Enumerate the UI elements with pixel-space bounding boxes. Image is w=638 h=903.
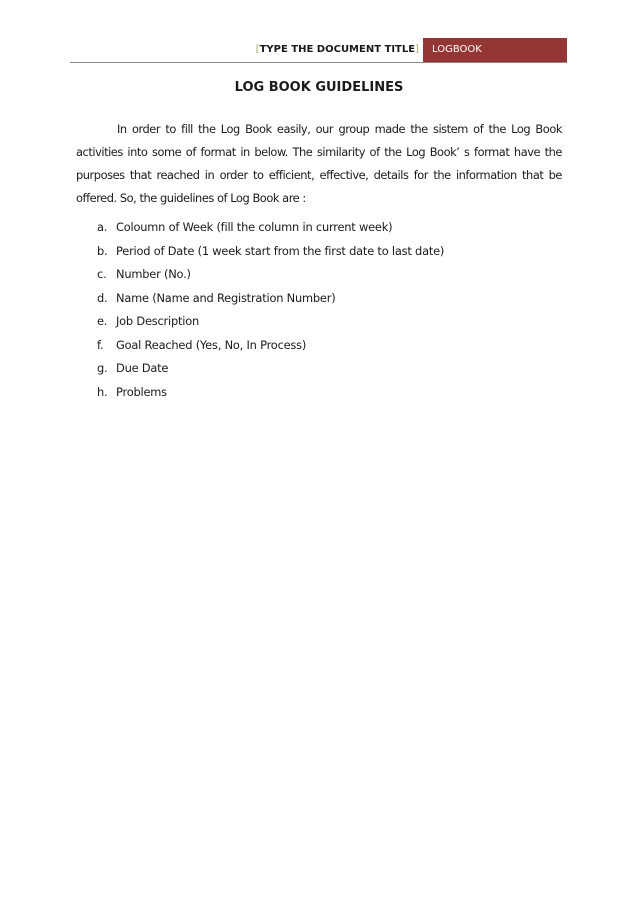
header-title-text: TYPE THE DOCUMENT TITLE [259, 44, 416, 55]
list-item-text: Number (No.) [116, 267, 191, 281]
list-item-text: Goal Reached (Yes, No, In Process) [116, 337, 307, 352]
list-item [97, 291, 444, 315]
list-item [97, 220, 444, 244]
list-item [97, 361, 444, 385]
list-item-text: Problems [116, 384, 167, 399]
document-title: LOG BOOK GUIDELINES [234, 80, 404, 95]
page-header [70, 38, 567, 63]
list-item [97, 385, 444, 409]
list-item [97, 267, 444, 291]
list-item-text: Name (Name and Registration Number) [116, 290, 336, 305]
list-item-marker: d. [97, 290, 108, 305]
header-bracket-open: [ [255, 44, 260, 55]
guidelines-list [97, 220, 444, 408]
list-item-text: Coloumn of Week (fill the column in current week) [116, 220, 393, 234]
list-item-marker: h. [97, 384, 108, 399]
list-item-text: Period of Date (1 week start from the first date to last date) [116, 243, 445, 258]
list-item [97, 314, 444, 338]
list-item-text: Job Description [116, 314, 200, 328]
list-item-marker: a. [97, 220, 108, 234]
list-item [97, 338, 444, 362]
header-logbook-badge: LOGBOOK [423, 38, 567, 62]
list-item-marker: b. [97, 243, 108, 258]
list-item-marker: f. [97, 337, 104, 352]
list-item [97, 244, 444, 268]
header-document-title [256, 38, 419, 62]
intro-paragraph: In order to fill the Log Book easily, our group made the sistem of the Log Book activities into some of format in below. The similarity of the Log Book’ s format have the purposes that reached in order to efficient, effective, details for the information that be offered. So, the guidelines of Log Book are : [76, 122, 562, 205]
list-item-marker: g. [97, 361, 108, 375]
list-item-text: Due Date [116, 361, 169, 375]
header-bracket-close: ] [415, 44, 419, 55]
list-item-marker: e. [97, 314, 108, 328]
list-item-marker: c. [97, 267, 107, 281]
